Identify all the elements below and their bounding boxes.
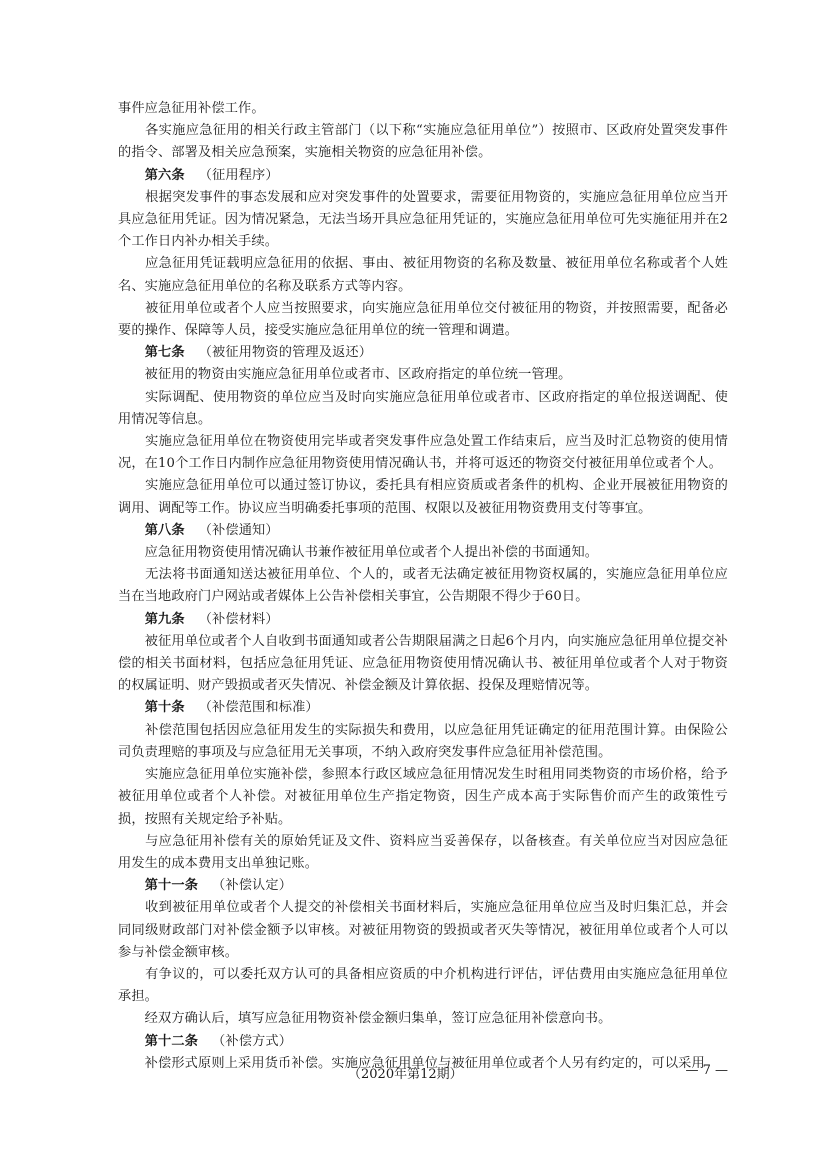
issue-label: （2020年第12期） <box>348 1067 463 1082</box>
article-number: 第十二条 <box>144 1033 199 1049</box>
paragraph: 经双方确认后，填写应急征用物资补偿金额归集单，签订应急征用补偿意向书。 <box>118 1011 612 1027</box>
article-heading <box>118 875 728 897</box>
paragraph: 实施应急征用单位实施补偿，参照本行政区域应急征用情况发生时租用同类物资的市场价格，给予被征用单位或者个人补偿。对被征用单位生产指定物资，因生产成本高于实际售价而产生的政策性亏损，按照有关规定给予补贴。 <box>118 767 728 827</box>
article-heading <box>118 520 728 542</box>
paragraph: 根据突发事件的事态发展和应对突发事件的处置要求，需要征用物资的，实施应急征用单位应当开具应急征用凭证。因为情况紧急，无法当场开具应急征用凭证的，实施应急征用单位可先实施征用并在2个工作日内补办相关手续。 <box>118 189 728 250</box>
paragraph: 实际调配、使用物资的单位应当及时向实施应急征用单位或者市、区政府指定的单位报送调配、使用情况等信息。 <box>118 389 728 427</box>
paragraph: 实施应急征用单位可以通过签订协议，委托具有相应资质或者条件的机构、企业开展被征用物资的调用、调配等工作。协议应当明确委托事项的范围、权限以及被征用物资费用支付等事宜。 <box>118 478 728 516</box>
paragraph: 被征用单位或者个人自收到书面通知或者公告期限届满之日起6个月内，向实施应急征用单位提交补偿的相关书面材料，包括应急征用凭证、应急征用物资使用情况确认书、被征用单位或者个人对于物资的权属证明、财产毁损或者灭失情况、补偿金额及计算依据、投保及理赔情况等。 <box>118 633 728 694</box>
paragraph: 补偿形式原则上采用货币补偿。实施应急征用单位与被征用单位或者个人另有约定的，可以采用 <box>118 1055 705 1071</box>
page-number: — 7 — <box>685 1063 728 1078</box>
article-heading <box>118 609 728 631</box>
article-number: 第十条 <box>144 700 185 716</box>
paragraph: 应急征用物资使用情况确认书兼作被征用单位或者个人提出补偿的书面通知。 <box>118 545 599 561</box>
article-heading <box>118 165 728 187</box>
article-title: （补偿通知） <box>198 522 279 538</box>
paragraph: 被征用的物资由实施应急征用单位或者市、区政府指定的单位统一管理。 <box>118 367 572 383</box>
article-number: 第九条 <box>144 611 185 627</box>
article-title: （补偿方式） <box>212 1033 293 1049</box>
paragraph: 收到被征用单位或者个人提交的补偿相关书面材料后，实施应急征用单位应当及时归集汇总，并会同同级财政部门对补偿金额予以审核。对被征用物资的毁损或者灭失等情况，被征用单位或者个人可以参与补偿金额审核。 <box>118 900 728 960</box>
paragraph: 应急征用凭证载明应急征用的依据、事由、被征用物资的名称及数量、被征用单位名称或者个人姓名、实施应急征用单位的名称及联系方式等内容。 <box>118 256 728 294</box>
article-heading <box>118 697 728 719</box>
paragraph: 实施应急征用单位在物资使用完毕或者突发事件应急处置工作结束后，应当及时汇总物资的使用情况，在10个工作日内制作应急征用物资使用情况确认书，并将可返还的物资交付被征用单位或者个人。 <box>118 434 728 472</box>
paragraph: 事件应急征用补偿工作。 <box>118 101 265 116</box>
article-number: 第七条 <box>144 345 185 361</box>
article-number: 第六条 <box>144 167 185 183</box>
article-number: 第八条 <box>144 522 185 538</box>
article-title: （补偿认定） <box>212 878 293 894</box>
article-heading <box>118 342 728 364</box>
paragraph: 有争议的，可以委托双方认可的具备相应资质的中介机构进行评估，评估费用由实施应急征用单位承担。 <box>118 966 728 1005</box>
article-heading <box>118 1031 728 1053</box>
paragraph: 各实施应急征用的相关行政主管部门（以下称“实施应急征用单位”）按照市、区政府处置突发事件的指令、部署及相关应急预案，实施相关物资的应急征用补偿。 <box>118 123 728 161</box>
document-body <box>118 98 728 1075</box>
paragraph: 无法将书面通知送达被征用单位、个人的，或者无法确定被征用物资权属的，实施应急征用单位应当在当地政府门户网站或者媒体上公告补偿相关事宜，公告期限不得少于60日。 <box>118 567 728 605</box>
page-footer <box>118 1063 728 1085</box>
article-title: （补偿材料） <box>198 611 279 627</box>
paragraph: 被征用单位或者个人应当按照要求，向实施应急征用单位交付被征用的物资，并按照需要，配备必要的操作、保障等人员，接受实施应急征用单位的统一管理和调遣。 <box>118 300 728 339</box>
paragraph: 与应急征用补偿有关的原始凭证及文件、资料应当妥善保存，以备核查。有关单位应当对因应急征用发生的成本费用支出单独记账。 <box>118 833 728 871</box>
article-title: （补偿范围和标准） <box>198 700 319 716</box>
article-title: （被征用物资的管理及返还） <box>198 345 373 361</box>
paragraph: 补偿范围包括因应急征用发生的实际损失和费用，以应急征用凭证确定的征用范围计算。由保险公司负责理赔的事项及与应急征用无关事项，不纳入政府突发事件应急征用补偿范围。 <box>118 722 728 760</box>
article-number: 第十一条 <box>144 878 199 894</box>
article-title: （征用程序） <box>198 167 279 183</box>
